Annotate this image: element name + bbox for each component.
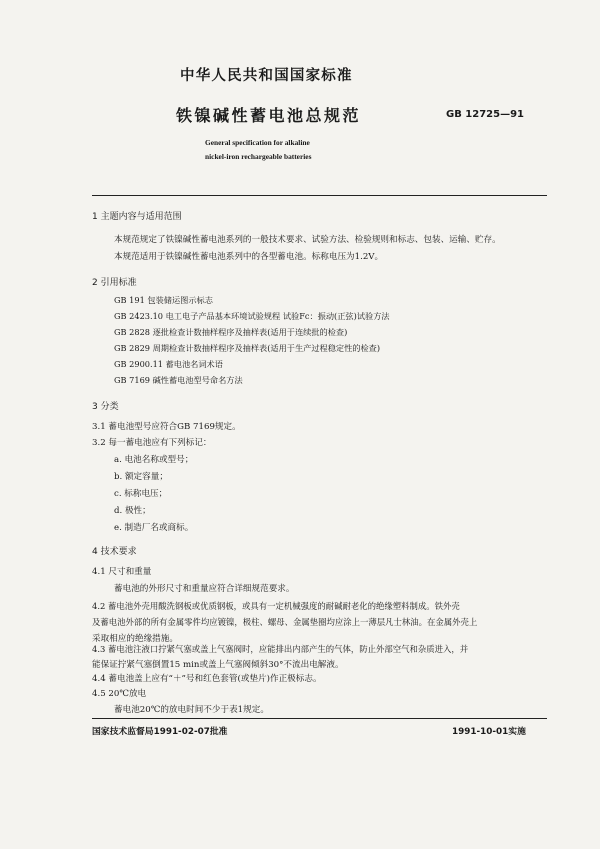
clause-4-4: 4.4 蓄电池盖上应有“＋”号和红色套管(或垫片)作正极标志。 [92, 674, 322, 684]
document-title: 铁镍碱性蓄电池总规范 [176, 106, 362, 125]
section-1-paragraph-2: 本规范适用于铁镍碱性蓄电池系列中的各型蓄电池。标称电压为1.2V。 [114, 252, 384, 262]
clause-4-3-line1: 4.3 蓄电池注液口拧紧气塞或盖上气塞阀时，应能排出内部产生的气体，防止外部空气和杂质进入，并 [92, 644, 469, 654]
footer-divider [92, 718, 547, 719]
english-title-line1: General specification for alkaline [205, 138, 310, 147]
mark-item: c. 标称电压； [114, 489, 168, 499]
english-title-line2: nickel-iron rechargeable batteries [205, 152, 312, 161]
clause-4-5-text: 蓄电池20℃的放电时间不少于表1规定。 [114, 705, 269, 715]
reference-item: GB 2828 逐批检查计数抽样程序及抽样表(适用于连续批的检查) [114, 327, 348, 337]
mark-item: e. 制造厂名或商标。 [114, 523, 194, 533]
reference-item: GB 191 包装储运图示标志 [114, 295, 213, 305]
implementation-date: 1991-10-01实施 [452, 727, 526, 737]
clause-4-2-line1: 4.2 蓄电池外壳用酸洗钢板或优质钢板，或具有一定机械强度的耐碱耐老化的绝缘塑料制成。铁外壳 [92, 601, 460, 611]
reference-item: GB 2900.11 蓄电池名词术语 [114, 359, 223, 369]
reference-item: GB 7169 碱性蓄电池型号命名方法 [114, 375, 243, 385]
standard-code: GB 12725—91 [446, 109, 525, 120]
approval-date: 国家技术监督局1991-02-07批准 [92, 727, 228, 737]
section-3-heading: 3 分类 [92, 402, 119, 412]
mark-item: b. 额定容量； [114, 472, 168, 482]
header-divider [92, 195, 547, 196]
reference-item: GB 2423.10 电工电子产品基本环境试验规程 试验Fc：振动(正弦)试验方法 [114, 311, 390, 321]
mark-item: d. 极性； [114, 506, 151, 516]
clause-4-1: 4.1 尺寸和重量 [92, 567, 152, 577]
clause-4-5: 4.5 20℃放电 [92, 689, 147, 699]
clause-3-1: 3.1 蓄电池型号应符合GB 7169规定。 [92, 422, 241, 432]
section-2-heading: 2 引用标准 [92, 278, 137, 288]
reference-item: GB 2829 周期检查计数抽样程序及抽样表(适用于生产过程稳定性的检查) [114, 343, 381, 353]
clause-4-2-line3: 采取相应的绝缘措施。 [92, 634, 178, 644]
section-1-paragraph-1: 本规范规定了铁镍碱性蓄电池系列的一般技术要求、试验方法、检验规则和标志、包装、运输、贮存。 [114, 235, 501, 245]
clause-4-2-line2: 及蓄电池外部的所有金属零件均应镀镍，极柱、螺母、金属垫圈均应涂上一薄层凡士林油。在金属外壳上 [92, 617, 478, 627]
clause-4-1-text: 蓄电池的外形尺寸和重量应符合详细规范要求。 [114, 584, 295, 594]
clause-4-3-line2: 能保证拧紧气塞倒置15 min或盖上气塞阀倾斜30°不流出电解液。 [92, 660, 344, 670]
mark-item: a. 电池名称或型号； [114, 455, 194, 465]
section-4-heading: 4 技术要求 [92, 547, 137, 557]
section-1-heading: 1 主题内容与适用范围 [92, 212, 182, 222]
clause-3-2: 3.2 每一蓄电池应有下列标记： [92, 438, 212, 448]
national-standard-heading: 中华人民共和国国家标准 [180, 68, 353, 84]
